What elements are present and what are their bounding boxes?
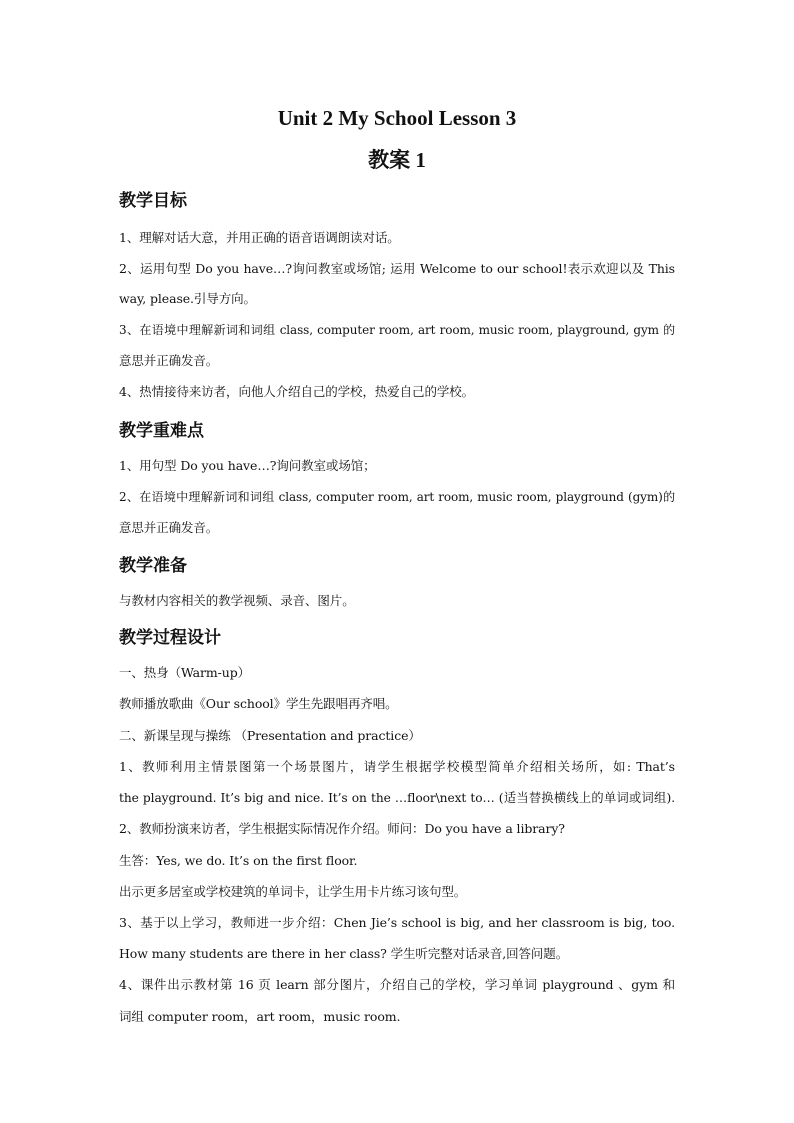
key-points-heading: 教学重难点 bbox=[119, 421, 204, 441]
key-points-line-2: 2、在语境中理解新词和词组 class, computer room, art room, music room, playground (gym)的 bbox=[119, 490, 675, 504]
document-subtitle: 教案 1 bbox=[368, 148, 426, 172]
preparation-line-1: 与教材内容相关的教学视频、录音、图片。 bbox=[119, 593, 355, 608]
process-line-9: 3、基于以上学习，教师进一步介绍：Chen Jie’s school is big, and her classroom is big, too. bbox=[119, 915, 675, 930]
document-title: Unit 2 My School Lesson 3 bbox=[277, 106, 517, 130]
process-line-3: 二、新课呈现与操练 （Presentation and practice） bbox=[119, 728, 421, 743]
goals-line-6: 4、热情接待来访者，向他人介绍自己的学校，热爱自己的学校。 bbox=[119, 384, 475, 399]
process-line-12: 词组 computer room，art room，music room. bbox=[119, 1009, 401, 1024]
process-line-2: 教师播放歌曲《Our school》学生先跟唱再齐唱。 bbox=[119, 696, 398, 711]
process-line-7: 生答：Yes, we do. It’s on the first floor. bbox=[119, 853, 358, 868]
goals-line-4: 3、在语境中理解新词和词组 class, computer room, art room, music room, playground, gym 的 bbox=[119, 323, 675, 337]
key-points-line-3: 意思并正确发音。 bbox=[119, 520, 219, 535]
goals-line-1: 1、理解对话大意，并用正确的语音语调朗读对话。 bbox=[119, 230, 400, 245]
key-points-line-1: 1、用句型 Do you have…?询问教室或场馆； bbox=[119, 458, 376, 473]
preparation-heading: 教学准备 bbox=[119, 556, 187, 576]
process-heading: 教学过程设计 bbox=[119, 628, 221, 648]
process-line-1: 一、热身（Warm-up） bbox=[119, 665, 251, 680]
goals-line-2: 2、运用句型 Do you have…?询问教室或场馆; 运用 Welcome to our school!表示欢迎以及 This bbox=[119, 261, 675, 276]
goals-heading: 教学目标 bbox=[119, 191, 187, 211]
process-line-4: 1、教师利用主情景图第一个场景图片，请学生根据学校模型简单介绍相关场所，如: That’s bbox=[119, 759, 675, 774]
goals-line-5: 意思并正确发音。 bbox=[119, 353, 219, 368]
process-line-5: the playground. It’s big and nice. It’s on the …floor\next to… (适当替换横线上的单词或词组). bbox=[119, 791, 675, 805]
goals-line-3: way, please.引导方向。 bbox=[119, 291, 256, 306]
process-line-6: 2、教师扮演来访者，学生根据实际情况作介绍。师问：Do you have a library? bbox=[119, 821, 565, 836]
process-line-11: 4、课件出示教材第 16 页 learn 部分图片，介绍自己的学校，学习单词 playground 、gym 和 bbox=[119, 977, 675, 992]
process-line-10: How many students are there in her class? 学生听完整对话录音,回答问题。 bbox=[119, 946, 569, 961]
process-line-8: 出示更多居室或学校建筑的单词卡，让学生用卡片练习该句型。 bbox=[119, 884, 467, 899]
